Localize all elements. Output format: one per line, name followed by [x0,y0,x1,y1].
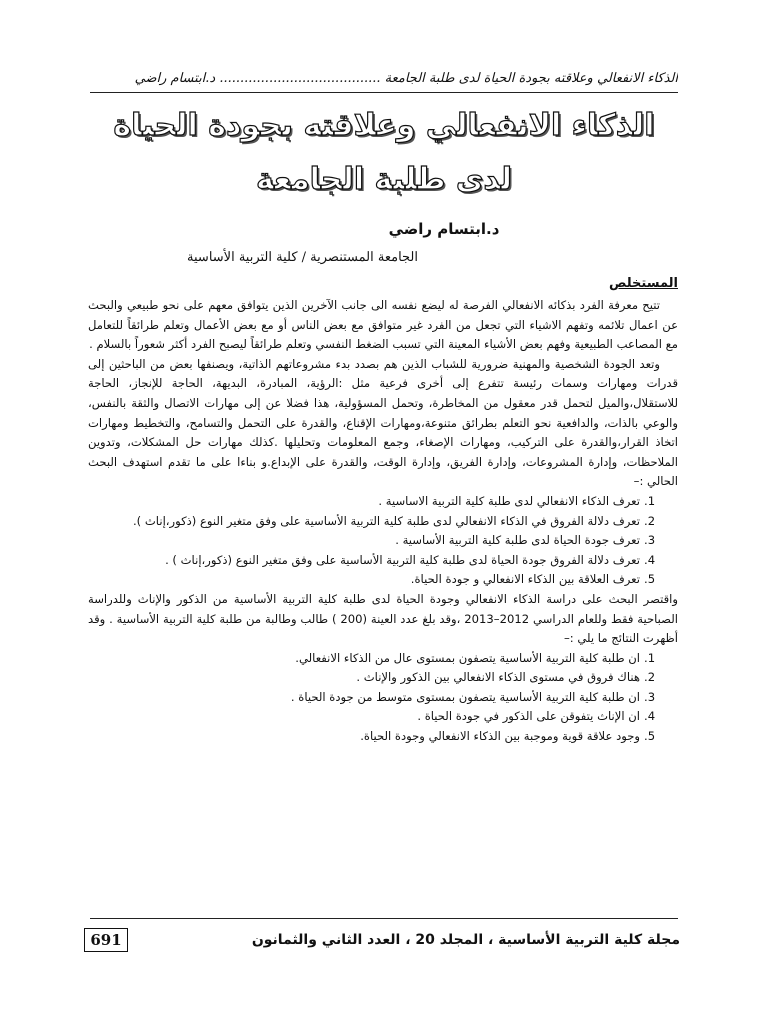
running-header: الذكاء الانفعالي وعلاقته بجودة الحياة لدى طلبة الجامعة ....................................... د.ابتسام راضي [90,70,678,93]
list-number: 4. [644,709,656,724]
result-item [88,688,678,708]
page-number: 691 [84,928,128,952]
list-number: 3. [644,689,656,704]
list-number: 1. [644,650,656,665]
result-item [88,649,678,669]
objective-text: تعرف العلاقة بين الذكاء الانفعالي و جودة الحياة. [410,572,640,587]
list-number: 2. [644,513,656,528]
author-name: د.ابتسام راضي [388,220,500,238]
list-number: 5. [644,729,656,744]
list-number: 5. [644,572,656,587]
objectives-list [88,492,678,590]
list-number: 4. [644,552,656,567]
abstract-paragraph-1: تتيح معرفة الفرد بذكائه الانفعالي الفرصة له ليضع نفسه الى جانب الآخرين الذين يتوافق معهم على نحو طبيعي والبحث عن اعمال تلائمه وتفهم الاشياء التي تجعل من الفرد غير متوافق مع بعض الناس أو مع بعض الأعمال وتعلم طرائقاً للتعامل مع المصاعب الطبيعية وفهم بعض الأشياء المعينة التي تسبب الضغط النفسي وتعلم طرائقاً ليصبح الفرد أكثر شعوراً بالسلام . [88,298,678,352]
result-text: ان طلبة كلية التربية الأساسية يتصفون بمستوى عال من الذكاء الانفعالي. [295,650,640,665]
objective-item [88,551,678,571]
list-number: 1. [644,493,656,508]
result-text: ان الإناث يتفوقن على الذكور في جودة الحياة . [417,709,640,724]
result-text: وجود علاقة قوية وموجبة بين الذكاء الانفعالي وجودة الحياة. [360,729,640,744]
abstract-paragraph-2: وتعد الجودة الشخصية والمهنية ضرورية للشباب الذين هم بصدد بدء مشروعاتهم الذاتية، ويصنفها بعض من الباحثين إلى قدرات ومهارات وسمات رئيسة تتفرع إلى أخرى فرعية مثل :الرؤية، المبادرة، البديهة، الحاجة للإنجاز، الحاجة للاستقلال،والميل لتحمل قدر معقول من المخاطرة، وتحمل المسؤولية، هذا فضلا عن إلى مهارات الاتصال والثقة بالنفس، والوعي بالذات، والدافعية نحو التعلم بطرائق متنوعة،ومهارات الإقناع، والقدرة على التحمل والتسامح، والتخطيط ومهارات اتخاذ القرار،والقدرة على التركيب، ومهارات الإصغاء، وجمع المعلومات وتحليلها .كذلك مهارات حل المشكلات، وتدوين الملاحظات، وإدارة المشروعات، وإدارة الفريق، وإدارة الوقت، والقدرة على الإبداع.و بناءا على ما تقدم استهدف البحث الحالي :– [88,356,678,489]
paper-title-line-2: لدى طلبة الجامعة [255,162,513,197]
result-item [88,668,678,688]
abstract-body [88,296,678,747]
paper-title-line-1: الذكاء الانفعالي وعلاقته بجودة الحياة [113,108,655,143]
objective-item [88,570,678,590]
result-item [88,707,678,727]
footer-divider [90,918,678,919]
objective-item [88,531,678,551]
result-text: ان طلبة كلية التربية الأساسية يتصفون بمستوى متوسط من جودة الحياة . [290,689,640,704]
list-number: 2. [644,670,656,685]
objective-item [88,512,678,532]
objective-text: تعرف دلالة الفروق في الذكاء الانفعالي لدى طلبة كلية التربية الأساسية على وفق متغير النوع (ذكور،إناث ). [133,513,640,528]
abstract-paragraph-3: واقتصر البحث على دراسة الذكاء الانفعالي وجودة الحياة لدى طلبة كلية التربية الأساسية من الذكور والإناث وللدراسة الصباحية فقط وللعام الدراسي 2012–2013 ،وقد بلغ عدد العينة (200 ) طالب وطالبة من طلبة كلية التربية الأساسية . وقد أظهرت النتائج ما يلي :– [88,591,678,646]
results-list [88,649,678,747]
objective-text: تعرف الذكاء الانفعالي لدى طلبة كلية التربية الاساسية . [378,493,640,508]
objective-text: تعرف جودة الحياة لدى طلبة كلية التربية الأساسية . [395,533,640,548]
result-text: هناك فروق في مستوى الذكاء الانفعالي بين الذكور والإناث . [356,670,640,685]
author-affiliation: الجامعة المستنصرية / كلية التربية الأساسية [187,250,418,265]
journal-footer: مجلة كلية التربية الأساسية ، المجلد 20 ، العدد الثاني والثمانون [251,932,680,948]
objective-text: تعرف دلالة الفروق جودة الحياة لدى طلبة كلية التربية الأساسية على وفق متغير النوع (ذكور،إناث ) . [165,552,640,567]
result-item [88,727,678,747]
objective-item [88,492,678,512]
abstract-heading: المستخلص [609,276,678,291]
list-number: 3. [644,533,656,548]
